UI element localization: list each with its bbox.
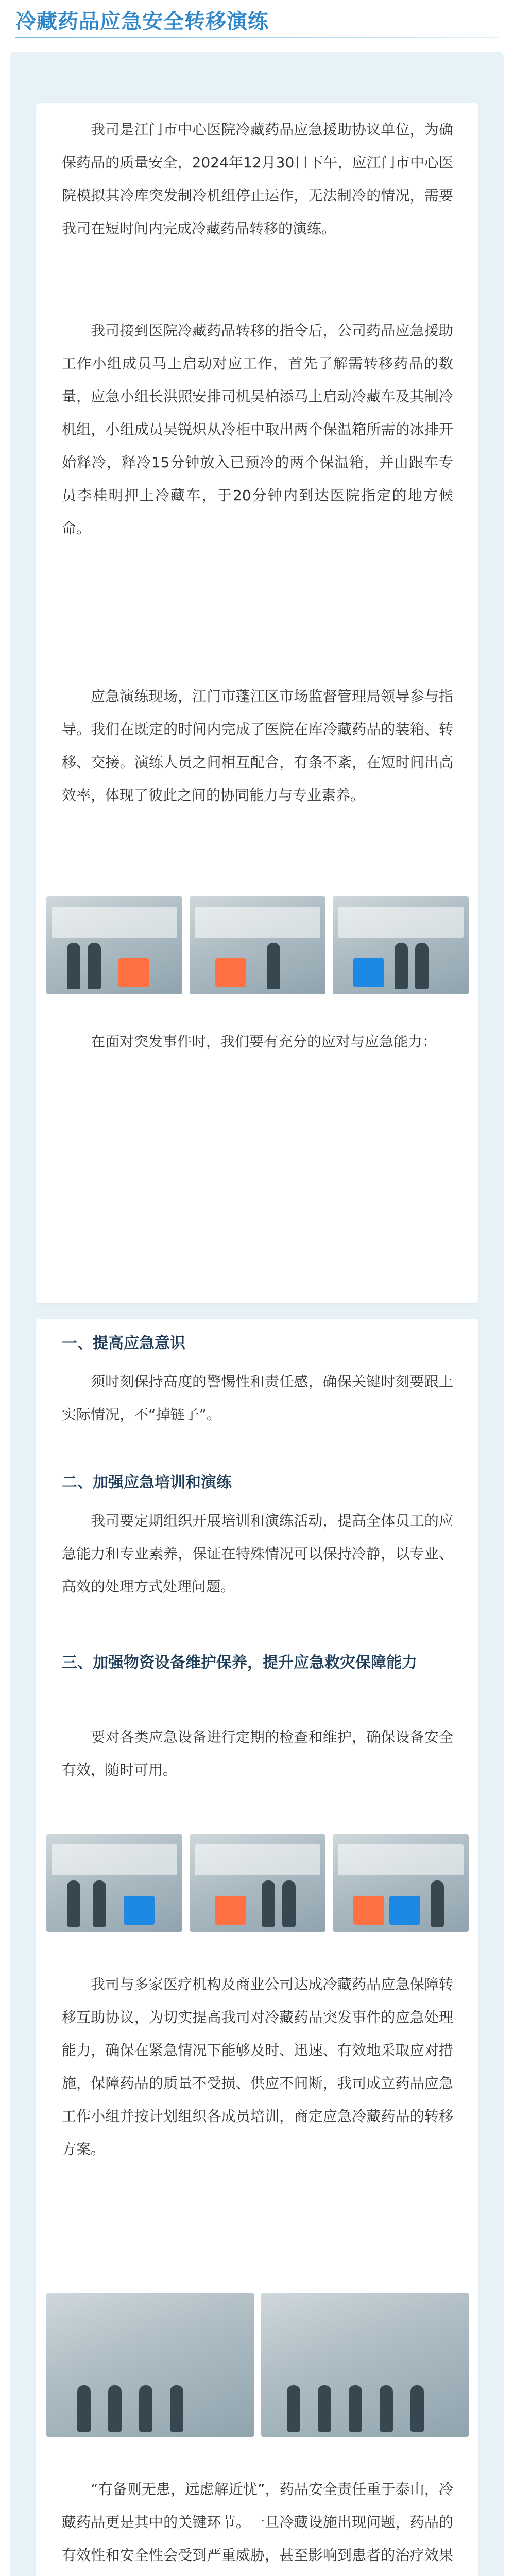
photo-row-1: [46, 896, 469, 994]
photo-drill-3: [333, 896, 469, 994]
paragraph-training: 我司要定期组织开展培训和演练活动，提高全体员工的应急能力和专业素养，保证在特殊情况可以保持冷静，以专业、高效的处理方式处理问题。: [62, 1512, 453, 1595]
photo-row-2: [46, 1834, 469, 1932]
photo-training-2: [190, 1834, 325, 1932]
paragraph-response-intro: 在面对突发事件时，我们要有充分的应对与应急能力：: [91, 1033, 437, 1050]
paragraph-procedure: 我司接到医院冷藏药品转移的指令后，公司药品应急援助工作小组成员马上启动对应工作，首先了解需转移药品的数量，应急小组长洪照安排司机吴柏添马上启动冷藏车及其制冷机组，小组成员吴锐炽从冷柜中取出两个保温箱所需的冰排开始释冷，释冷15分钟放入已预冷的两个保温箱，并由跟车专员李桂明押上冷藏车，于20分钟内到达医院指定的地方候命。: [62, 322, 453, 537]
title-divider: [15, 37, 499, 38]
page-title: 冷藏药品应急安全转移演练: [15, 10, 269, 33]
photo-drill-2: [190, 896, 325, 994]
photo-meeting-2: [261, 2293, 469, 2437]
photo-training-1: [46, 1834, 182, 1932]
paragraph-motto: “有备则无患，远虑解近忧”，药品安全责任重于泰山，冷藏药品更是其中的关键环节。一旦冷藏设施出现问题，药品的有效性和安全性会受到严重威胁，甚至影响到患者的治疗效果: [62, 2481, 453, 2564]
heading-equipment: 三、加强物资设备维护保养，提升应急救灾保障能力: [62, 1654, 417, 1672]
paragraph-equipment: 要对各类应急设备进行定期的检查和维护，确保设备安全有效，随时可用。: [62, 1728, 453, 1778]
paragraph-mutual-aid: 我司与多家医疗机构及商业公司达成冷藏药品应急保障转移互助协议，为切实提高我司对冷藏药品突发事件的应急处理能力，确保在紧急情况下能够及时、迅速、有效地采取应对措施，保障药品的质量不受损、供应不间断，我司成立药品应急工作小组并按计划组织各成员培训，商定应急冷藏药品的转移方案。: [62, 1976, 453, 2158]
photo-drill-1: [46, 896, 182, 994]
paragraph-intro: 我司是江门市中心医院冷藏药品应急援助协议单位，为确保药品的质量安全，2024年12月30日下午，应江门市中心医院模拟其冷库突发制冷机组停止运作，无法制冷的情况，需要我司在短时间内完成冷藏药品转移的演练。: [62, 121, 453, 237]
heading-awareness: 一、提高应急意识: [62, 1334, 185, 1352]
photo-meeting-1: [46, 2293, 254, 2437]
photo-training-3: [333, 1834, 469, 1932]
paragraph-awareness: 须时刻保持高度的警惕性和责任感，确保关键时刻要跟上实际情况，不“掉链子”。: [62, 1373, 453, 1423]
heading-training: 二、加强应急培训和演练: [62, 1473, 232, 1492]
paragraph-onsite: 应急演练现场，江门市蓬江区市场监督管理局领导参与指导。我们在既定的时间内完成了医院在库冷藏药品的装箱、转移、交接。演练人员之间相互配合，有条不紊，在短时间出高效率，体现了彼此之间的协同能力与专业素养。: [62, 688, 453, 804]
photo-row-3: [46, 2293, 469, 2437]
